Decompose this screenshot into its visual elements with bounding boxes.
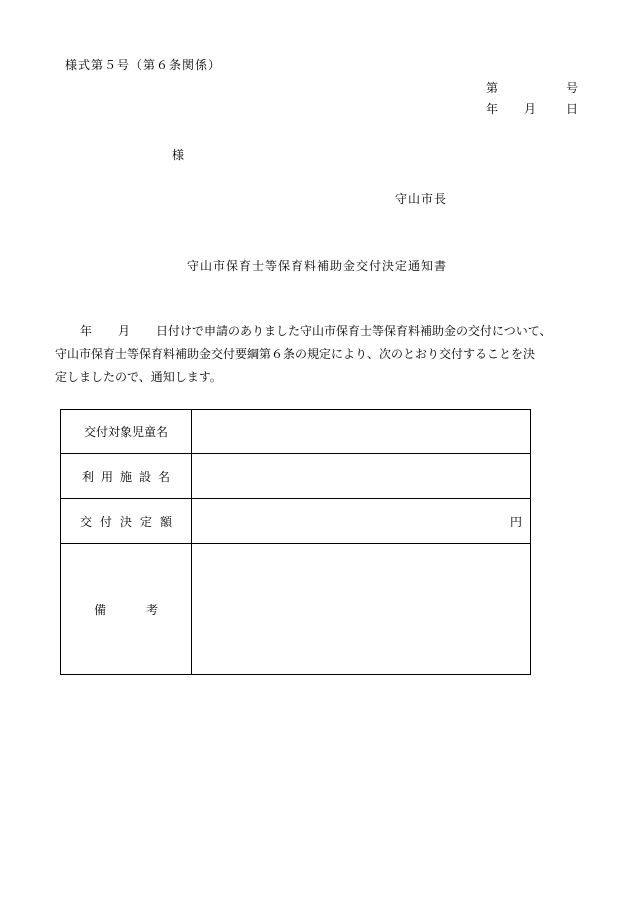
date-day-label: 日 (566, 102, 579, 116)
issuer-name: 守山市長 (395, 192, 448, 206)
grant-amount-label (61, 499, 192, 544)
body-text (55, 325, 595, 394)
child-name-label (61, 410, 192, 454)
facility-name-label-text: 利用施設名 (81, 469, 177, 484)
table-row (61, 454, 531, 499)
remarks-value (192, 544, 531, 675)
grant-amount-value (192, 499, 531, 544)
table-row (61, 410, 531, 454)
child-name-value (192, 410, 531, 454)
yen-unit: 円 (509, 514, 522, 529)
form-number: 様式第５号（第６条関係） (65, 58, 222, 72)
info-table (60, 409, 531, 675)
body-line-1 (55, 325, 595, 348)
grant-amount-label-text: 交付決定額 (79, 514, 180, 529)
document-title: 守山市保育士等保育料補助金交付決定通知書 (187, 259, 448, 273)
child-name-label-text: 交付対象児童名 (83, 425, 168, 439)
body-line-2: 守山市保育士等保育料補助金交付要綱第６条の規定により、次のとおり交付することを決 (55, 347, 536, 361)
remarks-label-text: 備考 (93, 602, 198, 617)
body-line-1-text: 日付けで申請のありました守山市保育士等保育料補助金の交付について、 (156, 324, 552, 338)
table-row (61, 544, 531, 675)
facility-name-value (192, 454, 531, 499)
body-year-label: 年 (80, 324, 93, 338)
table-row (61, 499, 531, 544)
body-line-3: 定しましたので、通知します。 (55, 370, 222, 384)
date-year-label: 年 (486, 102, 499, 116)
body-month-label: 月 (118, 324, 131, 338)
document-number-prefix: 第 (486, 81, 499, 95)
addressee-honorific: 様 (172, 148, 185, 162)
remarks-label (61, 544, 198, 675)
document-number-suffix: 号 (566, 81, 579, 95)
date-month-label: 月 (524, 102, 537, 116)
facility-name-label (61, 454, 192, 499)
